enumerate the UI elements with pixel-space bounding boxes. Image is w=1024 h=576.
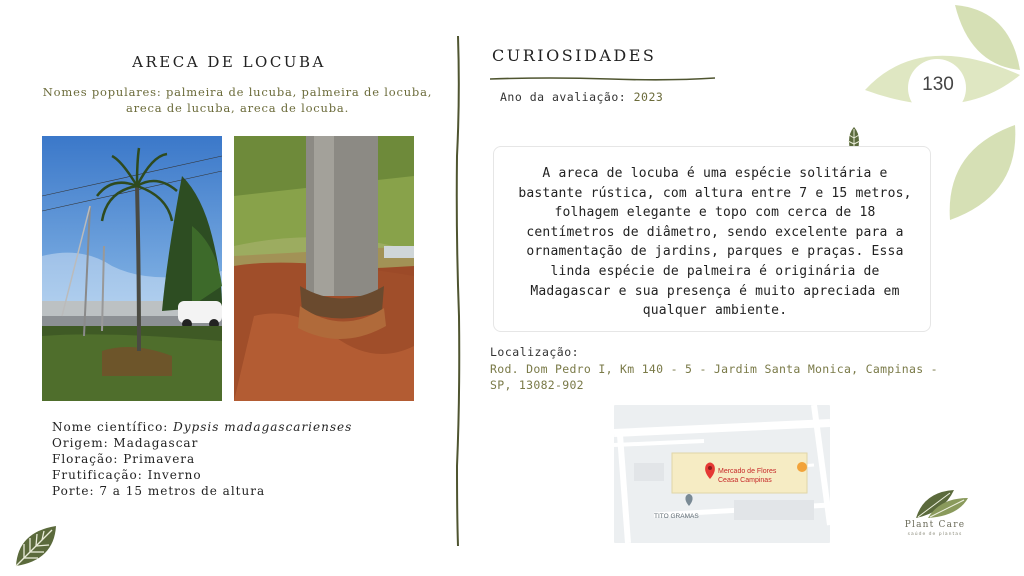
year-value: 2023 [633,90,664,104]
plant-care-logo-icon [914,488,970,520]
location-address: Rod. Dom Pedro I, Km 140 - 5 - Jardim Santa Monica, Campinas - SP, 13082-902 [490,362,938,392]
flowering: Floração: Primavera [52,452,196,466]
curiosities-title: CURIOSIDADES [492,46,657,65]
brand-tagline: saúde de plantas [907,532,963,537]
decorative-leaves [860,0,1024,225]
plant-title: ARECA DE LOCUBA [132,53,326,71]
location-map[interactable] [614,405,830,543]
location-label: Localização: [490,345,580,359]
map-place-name: Mercado de Flores [718,468,777,475]
description-text: A areca de locuba é uma espécie solitária e bastante rústica, com altura entre 7 e 15 metros, folhagem elegante e topo com cerca de 18 centímetros de diâmetro, sendo excelente para a ornamentação de jardins, parques e praças. Essa linda espécie de palmeira é originária de Madagascar e sua presença é muito apreciada em qualquer ambiente. [518,166,912,319]
evaluation-year [500,90,663,104]
fruiting: Frutificação: Inverno [52,468,202,482]
scientific-name [52,419,352,435]
title-underline [490,68,715,76]
origin: Origem: Madagascar [52,436,199,450]
year-label: Ano da avaliação: [500,90,634,104]
brand-name: Plant Care [904,520,966,530]
popular-names: Nomes populares: palmeira de lucuba, palmeira de locuba, areca de lucuba, areca de locuba. [42,85,433,115]
page-number: 130 [922,74,954,95]
size: Porte: 7 a 15 metros de altura [52,484,266,498]
plant-details [52,419,352,499]
palm-tree-photo [42,136,222,401]
palm-trunk-photo [234,136,414,401]
scientific-value: Dypsis madagascarienses [173,420,353,434]
leaf-icon [12,522,60,570]
map-place-sub: Ceasa Campinas [718,477,772,484]
map-secondary-place: TITO GRAMAS [654,513,699,520]
vertical-divider [454,36,462,546]
scientific-label: Nome científico: [52,420,174,434]
